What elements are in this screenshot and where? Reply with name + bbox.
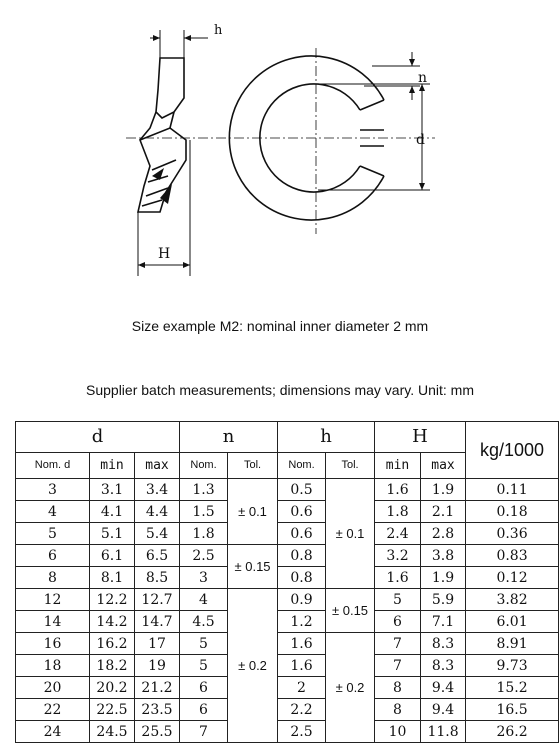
label-n: n xyxy=(418,70,428,86)
cell-n-tol: ± 0.1 xyxy=(228,479,278,545)
header-d: d xyxy=(16,422,180,453)
cell-n-nom: 5 xyxy=(180,655,228,677)
cell-H-max: 8.3 xyxy=(421,633,466,655)
spec-table xyxy=(15,421,559,743)
cell-H-max: 9.4 xyxy=(421,699,466,721)
dim-d xyxy=(318,84,430,190)
cell-H-max: 9.4 xyxy=(421,677,466,699)
cell-h-nom: 0.9 xyxy=(278,589,326,611)
cell-H-min: 1.8 xyxy=(375,501,421,523)
side-view xyxy=(138,58,186,212)
cell-kg: 3.82 xyxy=(466,589,559,611)
cell-d-max: 8.5 xyxy=(135,567,180,589)
subheader-H-min: min xyxy=(375,453,421,479)
table-row xyxy=(16,501,559,523)
cell-kg: 16.5 xyxy=(466,699,559,721)
table-row xyxy=(16,545,559,567)
cell-d-nom: 18 xyxy=(16,655,90,677)
cell-d-min: 3.1 xyxy=(90,479,135,501)
cell-kg: 0.36 xyxy=(466,523,559,545)
subheader-d-min: min xyxy=(90,453,135,479)
header-h: h xyxy=(278,422,375,453)
cell-n-nom: 4 xyxy=(180,589,228,611)
table-row xyxy=(16,655,559,677)
table-row xyxy=(16,677,559,699)
cell-d-nom: 5 xyxy=(16,523,90,545)
cell-d-nom: 22 xyxy=(16,699,90,721)
cell-d-max: 21.2 xyxy=(135,677,180,699)
dim-n xyxy=(364,52,420,100)
cell-d-max: 12.7 xyxy=(135,589,180,611)
cell-n-nom: 1.3 xyxy=(180,479,228,501)
cell-n-nom: 1.5 xyxy=(180,501,228,523)
cell-n-tol: ± 0.2 xyxy=(228,589,278,743)
cell-kg: 8.91 xyxy=(466,633,559,655)
cell-n-tol: ± 0.15 xyxy=(228,545,278,589)
cell-d-min: 6.1 xyxy=(90,545,135,567)
cell-H-min: 1.6 xyxy=(375,567,421,589)
cell-H-max: 5.9 xyxy=(421,589,466,611)
cell-H-min: 6 xyxy=(375,611,421,633)
cell-kg: 26.2 xyxy=(466,721,559,743)
cell-H-min: 8 xyxy=(375,677,421,699)
cell-H-max: 1.9 xyxy=(421,567,466,589)
cell-kg: 0.18 xyxy=(466,501,559,523)
subheader-d-max: max xyxy=(135,453,180,479)
cell-H-max: 1.9 xyxy=(421,479,466,501)
size-example-caption: Size example M2: nominal inner diameter 2 mm xyxy=(131,318,429,334)
cell-kg: 0.83 xyxy=(466,545,559,567)
cell-d-max: 6.5 xyxy=(135,545,180,567)
cell-d-min: 16.2 xyxy=(90,633,135,655)
cell-d-nom: 4 xyxy=(16,501,90,523)
label-d: d xyxy=(416,132,425,148)
cell-n-nom: 6 xyxy=(180,699,228,721)
cell-d-nom: 12 xyxy=(16,589,90,611)
cell-d-nom: 14 xyxy=(16,611,90,633)
cell-H-min: 3.2 xyxy=(375,545,421,567)
cell-h-nom: 0.5 xyxy=(278,479,326,501)
cell-d-nom: 3 xyxy=(16,479,90,501)
cell-d-min: 20.2 xyxy=(90,677,135,699)
cell-kg: 9.73 xyxy=(466,655,559,677)
table-row xyxy=(16,479,559,501)
spring-washer-drawing xyxy=(0,0,560,300)
supplier-note-caption: Supplier batch measurements; dimensions may vary. Unit: mm xyxy=(86,382,474,398)
cell-d-max: 25.5 xyxy=(135,721,180,743)
cell-d-min: 18.2 xyxy=(90,655,135,677)
table-row xyxy=(16,567,559,589)
cell-h-nom: 0.6 xyxy=(278,523,326,545)
subheader-n-nom: Nom. xyxy=(180,453,228,479)
cell-h-nom: 2.5 xyxy=(278,721,326,743)
cell-d-min: 22.5 xyxy=(90,699,135,721)
cell-h-nom: 1.2 xyxy=(278,611,326,633)
cell-d-min: 12.2 xyxy=(90,589,135,611)
header-n: n xyxy=(180,422,278,453)
table-row xyxy=(16,699,559,721)
cell-H-max: 7.1 xyxy=(421,611,466,633)
table-row xyxy=(16,633,559,655)
cell-h-nom: 0.6 xyxy=(278,501,326,523)
subheader-n-tol: Tol. xyxy=(228,453,278,479)
cell-kg: 15.2 xyxy=(466,677,559,699)
cell-n-nom: 6 xyxy=(180,677,228,699)
cell-H-min: 2.4 xyxy=(375,523,421,545)
cell-d-max: 5.4 xyxy=(135,523,180,545)
cell-n-nom: 7 xyxy=(180,721,228,743)
cell-H-min: 7 xyxy=(375,633,421,655)
subheader-h-tol: Tol. xyxy=(326,453,375,479)
cell-h-tol: ± 0.15 xyxy=(326,589,375,633)
cell-n-nom: 3 xyxy=(180,567,228,589)
cell-d-min: 14.2 xyxy=(90,611,135,633)
cell-n-nom: 4.5 xyxy=(180,611,228,633)
cell-d-nom: 20 xyxy=(16,677,90,699)
cell-d-max: 14.7 xyxy=(135,611,180,633)
cell-h-nom: 0.8 xyxy=(278,545,326,567)
cell-d-min: 5.1 xyxy=(90,523,135,545)
cell-h-nom: 2.2 xyxy=(278,699,326,721)
header-kg: kg/1000 xyxy=(466,422,559,479)
cell-H-min: 10 xyxy=(375,721,421,743)
label-H: H xyxy=(158,246,171,262)
cell-H-min: 5 xyxy=(375,589,421,611)
cell-H-max: 2.1 xyxy=(421,501,466,523)
cell-h-nom: 1.6 xyxy=(278,633,326,655)
cell-h-nom: 1.6 xyxy=(278,655,326,677)
cell-H-max: 3.8 xyxy=(421,545,466,567)
cell-h-tol: ± 0.1 xyxy=(326,479,375,589)
table-row xyxy=(16,721,559,743)
subheader-H-max: max xyxy=(421,453,466,479)
cell-h-nom: 0.8 xyxy=(278,567,326,589)
cell-kg: 6.01 xyxy=(466,611,559,633)
cell-H-max: 8.3 xyxy=(421,655,466,677)
cell-n-nom: 1.8 xyxy=(180,523,228,545)
cell-n-nom: 2.5 xyxy=(180,545,228,567)
cell-H-min: 7 xyxy=(375,655,421,677)
subheader-h-nom: Nom. xyxy=(278,453,326,479)
cell-H-max: 2.8 xyxy=(421,523,466,545)
cell-kg: 0.12 xyxy=(466,567,559,589)
cell-d-nom: 16 xyxy=(16,633,90,655)
label-h: h xyxy=(214,23,223,38)
subheader-d-nom: Nom. d xyxy=(16,453,90,479)
cell-d-max: 23.5 xyxy=(135,699,180,721)
cell-d-min: 24.5 xyxy=(90,721,135,743)
table-row xyxy=(16,523,559,545)
cell-kg: 0.11 xyxy=(466,479,559,501)
cell-d-nom: 6 xyxy=(16,545,90,567)
header-H: H xyxy=(375,422,466,453)
cell-d-min: 4.1 xyxy=(90,501,135,523)
cell-H-min: 8 xyxy=(375,699,421,721)
cell-h-tol: ± 0.2 xyxy=(326,633,375,743)
cell-d-max: 3.4 xyxy=(135,479,180,501)
cell-n-nom: 5 xyxy=(180,633,228,655)
cell-d-max: 4.4 xyxy=(135,501,180,523)
group-header-row xyxy=(16,422,559,453)
cell-d-max: 19 xyxy=(135,655,180,677)
table-row xyxy=(16,611,559,633)
table-row xyxy=(16,589,559,611)
cell-d-nom: 24 xyxy=(16,721,90,743)
cell-d-max: 17 xyxy=(135,633,180,655)
dim-h xyxy=(150,30,208,58)
cell-H-min: 1.6 xyxy=(375,479,421,501)
cell-d-min: 8.1 xyxy=(90,567,135,589)
cell-H-max: 11.8 xyxy=(421,721,466,743)
cell-h-nom: 2 xyxy=(278,677,326,699)
cell-d-nom: 8 xyxy=(16,567,90,589)
